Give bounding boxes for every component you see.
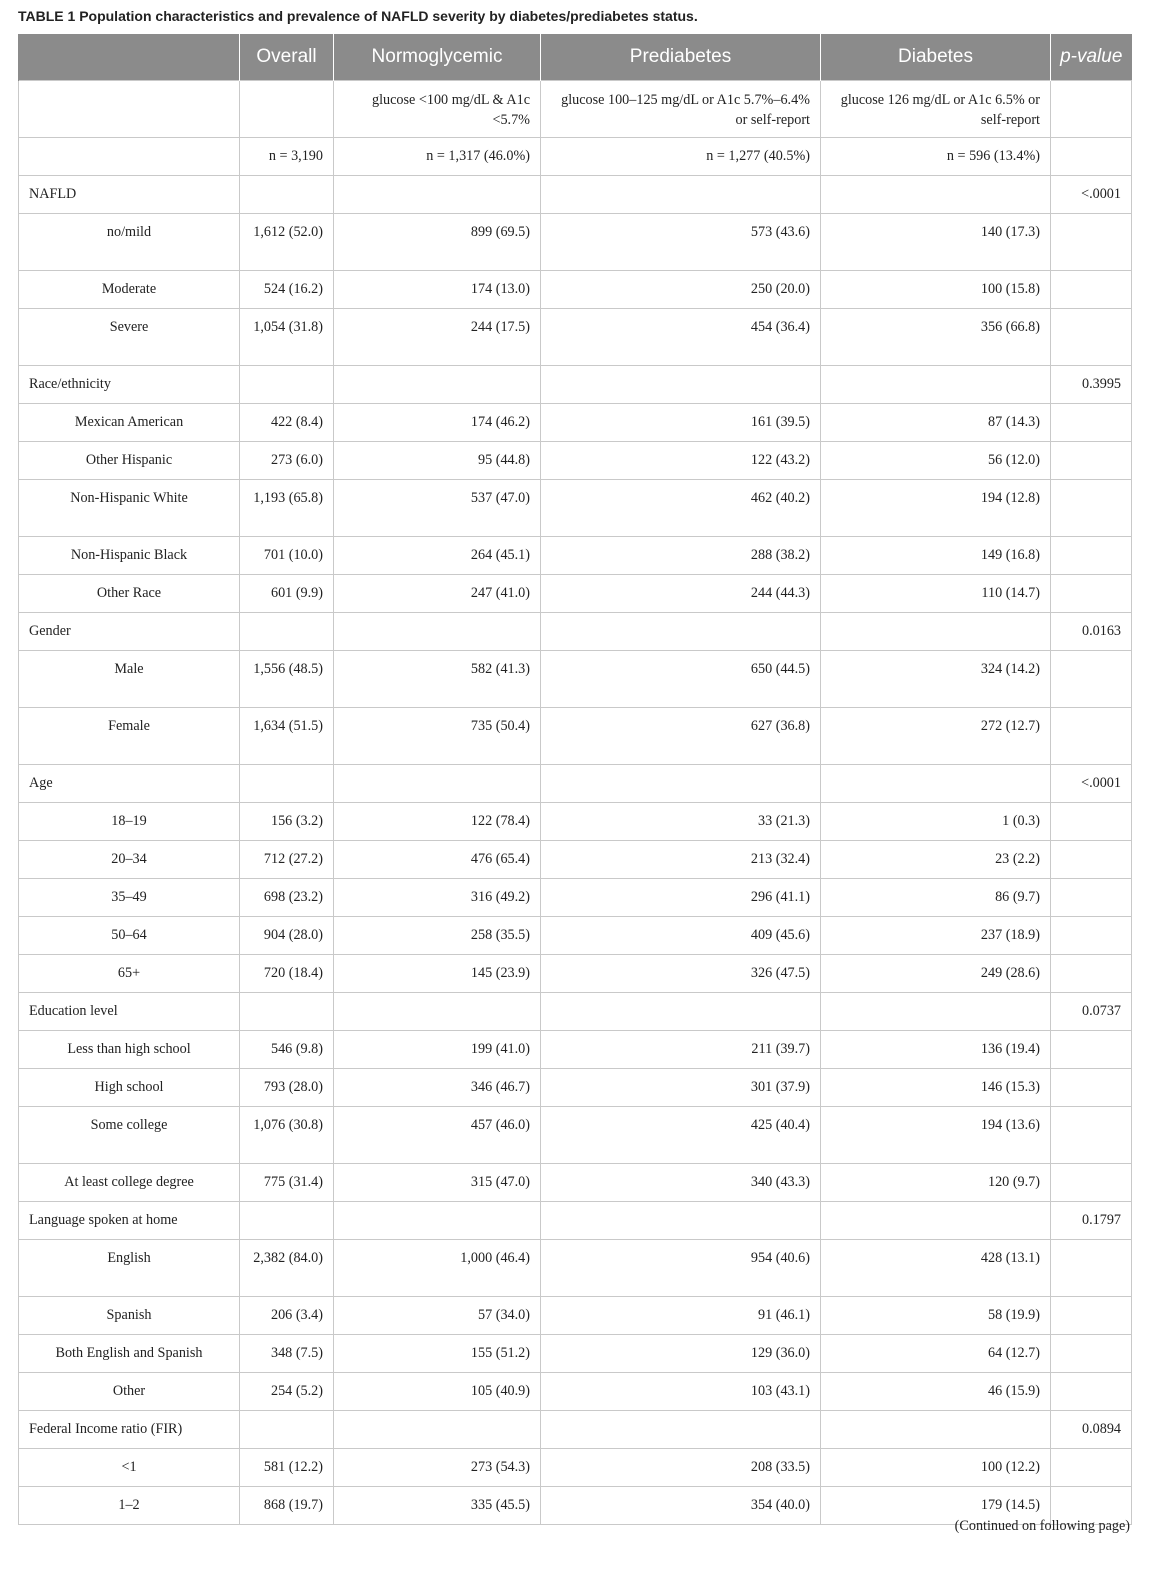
normoglycemic-cell: 247 (41.0) — [334, 574, 541, 612]
table-row — [19, 916, 1132, 954]
category-label: Race/ethnicity — [19, 365, 240, 403]
row-label: Both English and Spanish — [19, 1334, 240, 1372]
count-cell: n = 1,277 (40.5%) — [541, 137, 821, 175]
normoglycemic-cell: 155 (51.2) — [334, 1334, 541, 1372]
p-value-cell: <.0001 — [1051, 175, 1132, 213]
diabetes-cell — [821, 612, 1051, 650]
row-label: Other — [19, 1372, 240, 1410]
count-row — [19, 137, 1132, 175]
overall-cell: 206 (3.4) — [240, 1296, 334, 1334]
overall-cell: 581 (12.2) — [240, 1448, 334, 1486]
prediabetes-cell: 129 (36.0) — [541, 1334, 821, 1372]
table-row — [19, 536, 1132, 574]
row-label: Female — [19, 707, 240, 764]
diabetes-cell: 87 (14.3) — [821, 403, 1051, 441]
category-label: Federal Income ratio (FIR) — [19, 1410, 240, 1448]
diabetes-cell: 194 (13.6) — [821, 1106, 1051, 1163]
normoglycemic-cell: 57 (34.0) — [334, 1296, 541, 1334]
row-label: 50–64 — [19, 916, 240, 954]
category-row — [19, 175, 1132, 213]
diabetes-cell: 149 (16.8) — [821, 536, 1051, 574]
prediabetes-cell: 354 (40.0) — [541, 1486, 821, 1524]
normoglycemic-cell: 582 (41.3) — [334, 650, 541, 707]
normoglycemic-cell: 346 (46.7) — [334, 1068, 541, 1106]
table-row — [19, 1296, 1132, 1334]
overall-cell: 524 (16.2) — [240, 270, 334, 308]
normoglycemic-cell: 105 (40.9) — [334, 1372, 541, 1410]
diabetes-cell: 23 (2.2) — [821, 840, 1051, 878]
p-value-cell — [1051, 479, 1132, 536]
p-value-cell: 0.3995 — [1051, 365, 1132, 403]
diabetes-cell: 1 (0.3) — [821, 802, 1051, 840]
table-row — [19, 1030, 1132, 1068]
diabetes-cell: 179 (14.5) — [821, 1486, 1051, 1524]
normoglycemic-cell: 316 (49.2) — [334, 878, 541, 916]
row-label: Mexican American — [19, 403, 240, 441]
prediabetes-cell — [541, 764, 821, 802]
normoglycemic-cell: 244 (17.5) — [334, 308, 541, 365]
normoglycemic-cell: 537 (47.0) — [334, 479, 541, 536]
normoglycemic-cell: 457 (46.0) — [334, 1106, 541, 1163]
category-row — [19, 365, 1132, 403]
prediabetes-cell: 161 (39.5) — [541, 403, 821, 441]
overall-cell: 2,382 (84.0) — [240, 1239, 334, 1296]
p-value-cell: 0.1797 — [1051, 1201, 1132, 1239]
header-p-value-label: p-value — [1060, 45, 1123, 67]
table-row — [19, 650, 1132, 707]
p-value-cell — [1051, 1068, 1132, 1106]
row-label: 65+ — [19, 954, 240, 992]
prediabetes-cell: 33 (21.3) — [541, 802, 821, 840]
normoglycemic-cell: 174 (46.2) — [334, 403, 541, 441]
p-value-cell — [1051, 213, 1132, 270]
overall-cell: 254 (5.2) — [240, 1372, 334, 1410]
row-label: 35–49 — [19, 878, 240, 916]
prediabetes-cell — [541, 1410, 821, 1448]
diabetes-cell: 100 (12.2) — [821, 1448, 1051, 1486]
diabetes-cell: 110 (14.7) — [821, 574, 1051, 612]
overall-cell: 156 (3.2) — [240, 802, 334, 840]
prediabetes-cell: 122 (43.2) — [541, 441, 821, 479]
p-value-cell — [1051, 840, 1132, 878]
prediabetes-cell: 208 (33.5) — [541, 1448, 821, 1486]
p-value-cell — [1051, 1334, 1132, 1372]
prediabetes-cell — [541, 1201, 821, 1239]
table-row — [19, 1239, 1132, 1296]
header-overall: Overall — [240, 34, 334, 80]
table-row — [19, 1106, 1132, 1163]
diabetes-cell — [821, 175, 1051, 213]
header-p-value — [1051, 34, 1132, 80]
overall-cell: 1,193 (65.8) — [240, 479, 334, 536]
overall-cell: 1,612 (52.0) — [240, 213, 334, 270]
category-label: Gender — [19, 612, 240, 650]
category-label: NAFLD — [19, 175, 240, 213]
overall-cell — [240, 1201, 334, 1239]
row-label: At least college degree — [19, 1163, 240, 1201]
table-row — [19, 1448, 1132, 1486]
p-value-cell — [1051, 1239, 1132, 1296]
diabetes-cell: 146 (15.3) — [821, 1068, 1051, 1106]
category-label: Language spoken at home — [19, 1201, 240, 1239]
prediabetes-cell — [541, 175, 821, 213]
prediabetes-cell: 462 (40.2) — [541, 479, 821, 536]
definition-cell — [240, 80, 334, 137]
overall-cell: 348 (7.5) — [240, 1334, 334, 1372]
normoglycemic-cell — [334, 1201, 541, 1239]
p-value-cell — [1051, 650, 1132, 707]
category-row — [19, 1410, 1132, 1448]
p-value-cell — [1051, 802, 1132, 840]
table-row — [19, 270, 1132, 308]
row-label: Non-Hispanic Black — [19, 536, 240, 574]
header-normoglycemic: Normoglycemic — [334, 34, 541, 80]
diabetes-cell: 194 (12.8) — [821, 479, 1051, 536]
diabetes-cell — [821, 764, 1051, 802]
normoglycemic-cell: 1,000 (46.4) — [334, 1239, 541, 1296]
diabetes-cell — [821, 1410, 1051, 1448]
p-value-cell — [1051, 707, 1132, 764]
p-value-cell: 0.0163 — [1051, 612, 1132, 650]
table-row — [19, 213, 1132, 270]
table-row — [19, 574, 1132, 612]
overall-cell: 701 (10.0) — [240, 536, 334, 574]
row-label: Severe — [19, 308, 240, 365]
prediabetes-cell: 301 (37.9) — [541, 1068, 821, 1106]
diabetes-cell — [821, 1201, 1051, 1239]
overall-cell: 1,054 (31.8) — [240, 308, 334, 365]
diabetes-cell: 58 (19.9) — [821, 1296, 1051, 1334]
count-cell — [19, 137, 240, 175]
row-label: English — [19, 1239, 240, 1296]
overall-cell: 793 (28.0) — [240, 1068, 334, 1106]
header-diabetes: Diabetes — [821, 34, 1051, 80]
table-row — [19, 441, 1132, 479]
normoglycemic-cell — [334, 612, 541, 650]
table-row — [19, 1068, 1132, 1106]
definition-cell: glucose 100–125 mg/dL or A1c 5.7%–6.4% or self-report — [541, 80, 821, 137]
definition-row — [19, 80, 1132, 137]
diabetes-cell: 46 (15.9) — [821, 1372, 1051, 1410]
prediabetes-cell: 409 (45.6) — [541, 916, 821, 954]
prediabetes-cell: 244 (44.3) — [541, 574, 821, 612]
p-value-cell — [1051, 574, 1132, 612]
p-value-cell — [1051, 1372, 1132, 1410]
normoglycemic-cell: 174 (13.0) — [334, 270, 541, 308]
diabetes-cell: 324 (14.2) — [821, 650, 1051, 707]
category-label: Age — [19, 764, 240, 802]
normoglycemic-cell: 145 (23.9) — [334, 954, 541, 992]
category-label: Education level — [19, 992, 240, 1030]
normoglycemic-cell: 95 (44.8) — [334, 441, 541, 479]
overall-cell: 1,556 (48.5) — [240, 650, 334, 707]
overall-cell: 712 (27.2) — [240, 840, 334, 878]
overall-cell — [240, 992, 334, 1030]
diabetes-cell: 140 (17.3) — [821, 213, 1051, 270]
header-row — [19, 34, 1132, 80]
overall-cell — [240, 1410, 334, 1448]
count-cell: n = 1,317 (46.0%) — [334, 137, 541, 175]
diabetes-cell: 249 (28.6) — [821, 954, 1051, 992]
row-label: Moderate — [19, 270, 240, 308]
overall-cell: 698 (23.2) — [240, 878, 334, 916]
normoglycemic-cell: 199 (41.0) — [334, 1030, 541, 1068]
header-prediabetes: Prediabetes — [541, 34, 821, 80]
p-value-cell — [1051, 441, 1132, 479]
table-row — [19, 878, 1132, 916]
table-row — [19, 308, 1132, 365]
row-label: High school — [19, 1068, 240, 1106]
table-row — [19, 479, 1132, 536]
p-value-cell: 0.0737 — [1051, 992, 1132, 1030]
normoglycemic-cell — [334, 1410, 541, 1448]
p-value-cell — [1051, 270, 1132, 308]
prediabetes-cell: 326 (47.5) — [541, 954, 821, 992]
prediabetes-cell: 954 (40.6) — [541, 1239, 821, 1296]
category-row — [19, 992, 1132, 1030]
row-label: <1 — [19, 1448, 240, 1486]
prediabetes-cell: 627 (36.8) — [541, 707, 821, 764]
p-value-cell — [1051, 1163, 1132, 1201]
count-cell: n = 3,190 — [240, 137, 334, 175]
p-value-cell: <.0001 — [1051, 764, 1132, 802]
normoglycemic-cell: 258 (35.5) — [334, 916, 541, 954]
p-value-cell — [1051, 536, 1132, 574]
row-label: 1–2 — [19, 1486, 240, 1524]
category-row — [19, 612, 1132, 650]
overall-cell: 775 (31.4) — [240, 1163, 334, 1201]
row-label: Some college — [19, 1106, 240, 1163]
prediabetes-cell: 91 (46.1) — [541, 1296, 821, 1334]
continued-note: (Continued on following page) — [954, 1518, 1130, 1534]
prediabetes-cell: 650 (44.5) — [541, 650, 821, 707]
count-cell — [1051, 137, 1132, 175]
p-value-cell — [1051, 878, 1132, 916]
definition-cell — [19, 80, 240, 137]
row-label: Other Hispanic — [19, 441, 240, 479]
prediabetes-cell: 211 (39.7) — [541, 1030, 821, 1068]
table-row — [19, 954, 1132, 992]
normoglycemic-cell — [334, 175, 541, 213]
prediabetes-cell: 103 (43.1) — [541, 1372, 821, 1410]
table-row — [19, 1163, 1132, 1201]
normoglycemic-cell: 122 (78.4) — [334, 802, 541, 840]
table-row — [19, 707, 1132, 764]
overall-cell — [240, 365, 334, 403]
population-table — [18, 34, 1132, 1525]
prediabetes-cell: 296 (41.1) — [541, 878, 821, 916]
overall-cell — [240, 764, 334, 802]
prediabetes-cell: 213 (32.4) — [541, 840, 821, 878]
normoglycemic-cell: 899 (69.5) — [334, 213, 541, 270]
row-label: no/mild — [19, 213, 240, 270]
p-value-cell — [1051, 954, 1132, 992]
p-value-cell: 0.0894 — [1051, 1410, 1132, 1448]
diabetes-cell — [821, 992, 1051, 1030]
p-value-cell — [1051, 916, 1132, 954]
normoglycemic-cell: 735 (50.4) — [334, 707, 541, 764]
category-row — [19, 1201, 1132, 1239]
table-row — [19, 840, 1132, 878]
overall-cell: 904 (28.0) — [240, 916, 334, 954]
diabetes-cell: 100 (15.8) — [821, 270, 1051, 308]
p-value-cell — [1051, 308, 1132, 365]
diabetes-cell: 428 (13.1) — [821, 1239, 1051, 1296]
table-row — [19, 1334, 1132, 1372]
table-row — [19, 403, 1132, 441]
diabetes-cell: 272 (12.7) — [821, 707, 1051, 764]
prediabetes-cell: 288 (38.2) — [541, 536, 821, 574]
prediabetes-cell: 573 (43.6) — [541, 213, 821, 270]
overall-cell: 1,634 (51.5) — [240, 707, 334, 764]
table-row — [19, 802, 1132, 840]
overall-cell: 601 (9.9) — [240, 574, 334, 612]
row-label: Spanish — [19, 1296, 240, 1334]
p-value-cell — [1051, 403, 1132, 441]
diabetes-cell: 64 (12.7) — [821, 1334, 1051, 1372]
row-label: Male — [19, 650, 240, 707]
definition-cell: glucose <100 mg/dL & A1c <5.7% — [334, 80, 541, 137]
definition-cell — [1051, 80, 1132, 137]
overall-cell — [240, 612, 334, 650]
normoglycemic-cell: 476 (65.4) — [334, 840, 541, 878]
prediabetes-cell — [541, 612, 821, 650]
normoglycemic-cell: 315 (47.0) — [334, 1163, 541, 1201]
p-value-cell — [1051, 1296, 1132, 1334]
normoglycemic-cell: 264 (45.1) — [334, 536, 541, 574]
prediabetes-cell: 340 (43.3) — [541, 1163, 821, 1201]
normoglycemic-cell — [334, 992, 541, 1030]
diabetes-cell: 356 (66.8) — [821, 308, 1051, 365]
row-label: Non-Hispanic White — [19, 479, 240, 536]
p-value-cell — [1051, 1106, 1132, 1163]
normoglycemic-cell — [334, 365, 541, 403]
normoglycemic-cell: 335 (45.5) — [334, 1486, 541, 1524]
table-row — [19, 1372, 1132, 1410]
diabetes-cell: 237 (18.9) — [821, 916, 1051, 954]
prediabetes-cell — [541, 365, 821, 403]
overall-cell: 868 (19.7) — [240, 1486, 334, 1524]
diabetes-cell: 136 (19.4) — [821, 1030, 1051, 1068]
header-blank — [19, 34, 240, 80]
p-value-cell — [1051, 1030, 1132, 1068]
row-label: 18–19 — [19, 802, 240, 840]
row-label: Other Race — [19, 574, 240, 612]
prediabetes-cell: 250 (20.0) — [541, 270, 821, 308]
category-row — [19, 764, 1132, 802]
overall-cell: 273 (6.0) — [240, 441, 334, 479]
overall-cell: 1,076 (30.8) — [240, 1106, 334, 1163]
overall-cell: 422 (8.4) — [240, 403, 334, 441]
prediabetes-cell: 425 (40.4) — [541, 1106, 821, 1163]
row-label: Less than high school — [19, 1030, 240, 1068]
normoglycemic-cell: 273 (54.3) — [334, 1448, 541, 1486]
overall-cell: 546 (9.8) — [240, 1030, 334, 1068]
diabetes-cell — [821, 365, 1051, 403]
diabetes-cell: 56 (12.0) — [821, 441, 1051, 479]
definition-cell: glucose 126 mg/dL or A1c 6.5% or self-report — [821, 80, 1051, 137]
diabetes-cell: 120 (9.7) — [821, 1163, 1051, 1201]
prediabetes-cell — [541, 992, 821, 1030]
count-cell: n = 596 (13.4%) — [821, 137, 1051, 175]
table-caption: TABLE 1 Population characteristics and prevalence of NAFLD severity by diabetes/prediabetes status. — [18, 8, 698, 24]
normoglycemic-cell — [334, 764, 541, 802]
p-value-cell — [1051, 1448, 1132, 1486]
diabetes-cell: 86 (9.7) — [821, 878, 1051, 916]
row-label: 20–34 — [19, 840, 240, 878]
overall-cell — [240, 175, 334, 213]
overall-cell: 720 (18.4) — [240, 954, 334, 992]
prediabetes-cell: 454 (36.4) — [541, 308, 821, 365]
